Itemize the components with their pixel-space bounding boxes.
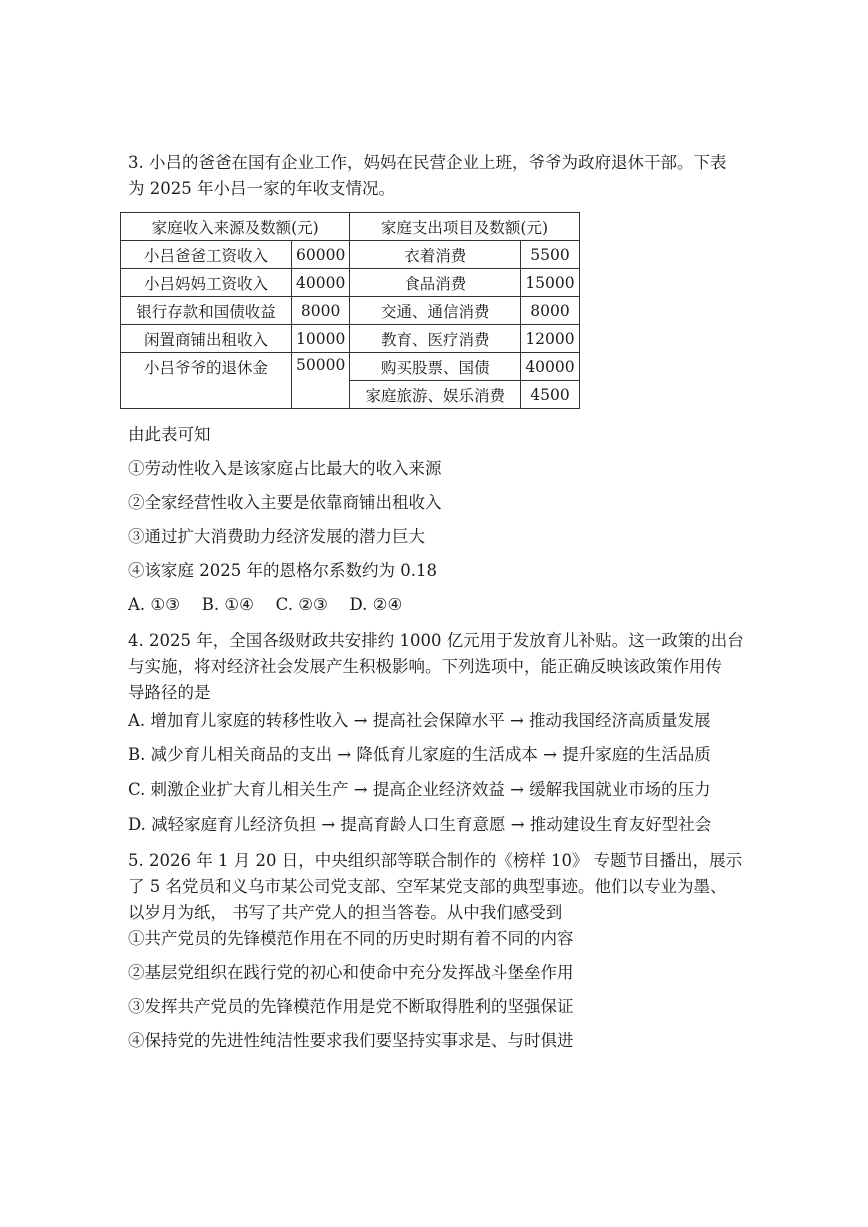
q3-stem-line2: 为 2025 年小吕一家的年收支情况。 [128,179,395,198]
expense-amount: 8000 [521,297,579,325]
q4-stem-line2: 与实施，将对经济社会发展产生积极影响。下列选项中，能正确反映该政策作用传 [128,657,722,676]
table-row [121,353,580,381]
q5-stem-line1: 5. 2026 年 1 月 20 日，中央组织部等联合制作的《榜样 10》 专题节目播出，展示 [128,851,743,870]
income-item: 小吕妈妈工资收入 [121,269,292,297]
income-item: 小吕爸爸工资收入 [121,241,292,269]
q5-statement-2: ②基层党组织在践行党的初心和使命中充分发挥战斗堡垒作用 [128,963,574,982]
table-header-row [121,213,580,241]
q3-statement-4: ④该家庭 2025 年的恩格尔系数约为 0.18 [128,561,437,580]
table-row [121,297,580,325]
q4-stem-line3: 导路径的是 [128,683,211,702]
expense-amount: 15000 [521,269,579,297]
income-amount: 40000 [292,269,350,297]
expense-item: 购买股票、国债 [350,353,521,381]
income-amount: 60000 [292,241,350,269]
income-amount: 50000 [292,353,350,409]
q3-statement-1: ①劳动性收入是该家庭占比最大的收入来源 [128,459,442,478]
q4-option-a: A. 增加育儿家庭的转移性收入 → 提高社会保障水平 → 推动我国经济高质量发展 [128,711,711,730]
q3-statement-3: ③通过扩大消费助力经济发展的潜力巨大 [128,527,425,546]
income-expense-table [120,212,580,409]
q4-stem-line1: 4. 2025 年，全国各级财政共安排约 1000 亿元用于发放育儿补贴。这一政策的出台 [128,631,744,650]
expense-item: 教育、医疗消费 [350,325,521,353]
expense-amount: 40000 [521,353,579,381]
expense-amount: 4500 [521,381,579,409]
income-amount: 10000 [292,325,350,353]
q3-statement-2: ②全家经营性收入主要是依靠商铺出租收入 [128,493,442,512]
table-row [121,241,580,269]
expense-item: 食品消费 [350,269,521,297]
income-item: 闲置商铺出租收入 [121,325,292,353]
table-row [121,269,580,297]
q5-statement-1: ①共产党员的先锋模范作用在不同的历史时期有着不同的内容 [128,929,574,948]
income-item: 小吕爷爷的退休金 [121,353,292,409]
income-item: 银行存款和国债收益 [121,297,292,325]
q5-statement-3: ③发挥共产党员的先锋模范作用是党不断取得胜利的坚强保证 [128,997,574,1016]
q4-option-d: D. 减轻家庭育儿经济负担 → 提高育龄人口生育意愿 → 推动建设生育友好型社会 [128,815,712,834]
q5-stem-line3: 以岁月为纸， 书写了共产党人的担当答卷。从中我们感受到 [128,903,563,922]
income-amount: 8000 [292,297,350,325]
q4-option-b: B. 减少育儿相关商品的支出 → 降低育儿家庭的生活成本 → 提升家庭的生活品质 [128,745,711,764]
q4-option-c: C. 刺激企业扩大育儿相关生产 → 提高企业经济效益 → 缓解我国就业市场的压力 [128,780,711,799]
header-expense: 家庭支出项目及数额(元) [350,213,579,241]
q3-options: A. ①③ B. ①④ C. ②③ D. ②④ [128,595,403,614]
expense-amount: 12000 [521,325,579,353]
expense-amount: 5500 [521,241,579,269]
q3-lead: 由此表可知 [128,425,211,444]
header-income: 家庭收入来源及数额(元) [121,213,350,241]
table-row [121,325,580,353]
expense-item: 交通、通信消费 [350,297,521,325]
q5-statement-4: ④保持党的先进性纯洁性要求我们要坚持实事求是、与时俱进 [128,1031,574,1050]
expense-item: 衣着消费 [350,241,521,269]
expense-item: 家庭旅游、娱乐消费 [350,381,521,409]
q5-stem-line2: 了 5 名党员和义乌市某公司党支部、空军某党支部的典型事迹。他们以专业为墨、 [128,877,727,896]
q3-stem-line1: 3. 小吕的爸爸在国有企业工作，妈妈在民营企业上班，爷爷为政府退休干部。下表 [128,153,727,172]
